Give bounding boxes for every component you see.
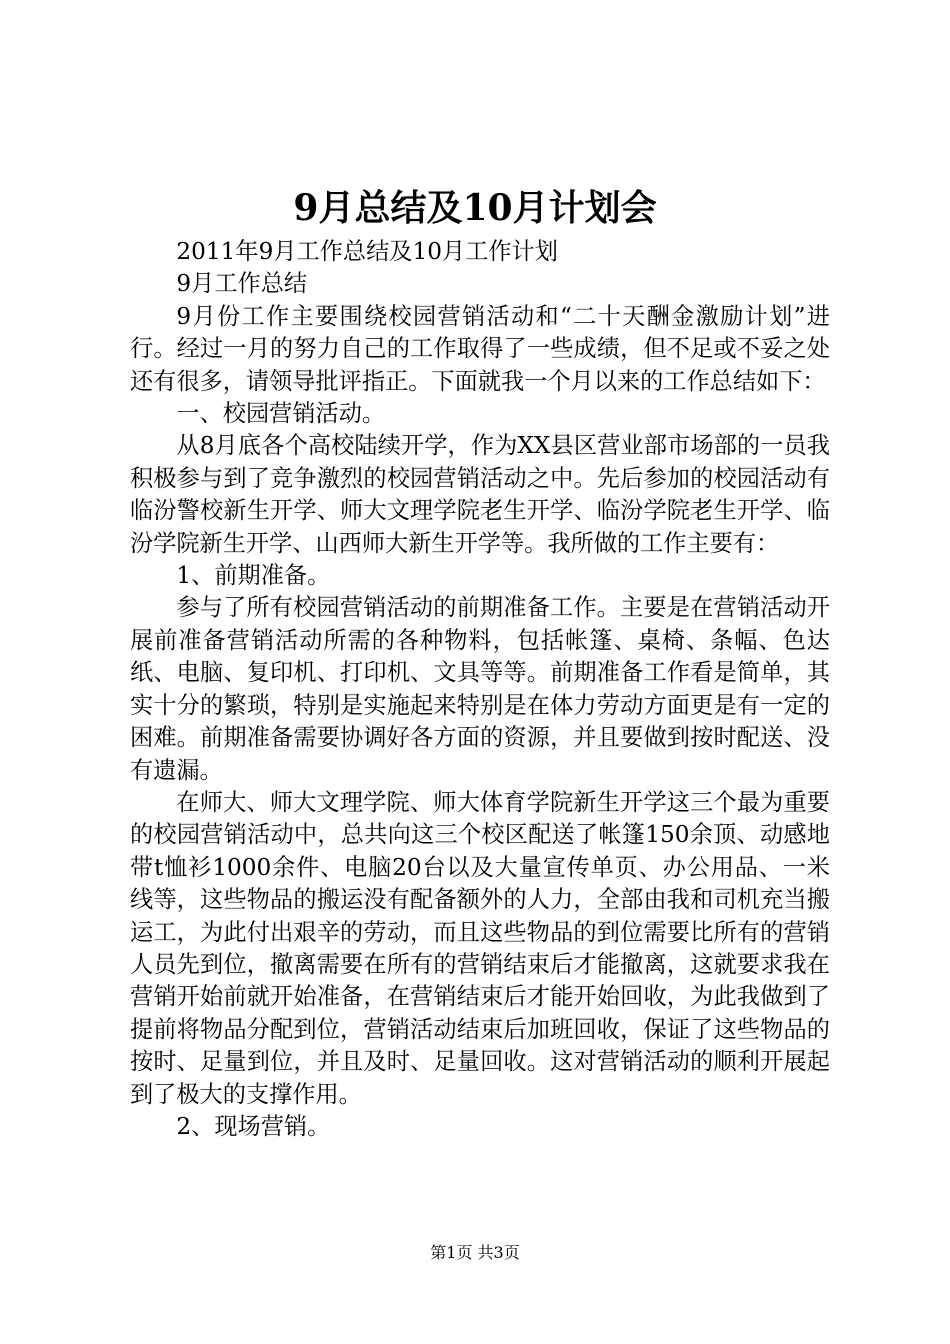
paragraph-heading-report: 2011年9月工作总结及10月工作计划 bbox=[176, 238, 558, 265]
paragraph-intro: 9月份工作主要围绕校园营销活动和“二十天酬金激励计划”进行。经过一月的努力自己的工作取得了一些成绩，但不足或不妥之处还有很多，请领导批评指正。下面就我一个月以来的工作总结如下： bbox=[130, 302, 830, 395]
document-title: 9月总结及10月计划会 bbox=[293, 187, 657, 229]
paragraph-subsection-1: 1、前期准备。 bbox=[176, 562, 331, 590]
paragraph-campus: 从8月底各个高校陆续开学，作为XX县区营业部市场部的一员我积极参与到了竞争激烈的校园营销活动之中。先后参加的校园活动有临汾警校新生开学、师大文理学院老生开学、临汾学院老生开学、临汾学院新生开学、山西师大新生开学等。我所做的工作主要有： bbox=[130, 432, 830, 557]
page-footer: 第1页 共3页 bbox=[430, 1243, 520, 1262]
paragraph-heading-summary: 9月工作总结 bbox=[176, 270, 308, 298]
paragraph-section-1: 一、校园营销活动。 bbox=[176, 400, 386, 428]
document-body bbox=[130, 236, 830, 1143]
paragraph-logistics: 在师大、师大文理学院、师大体育学院新生开学这三个最为重要的校园营销活动中，总共向这三个校区配送了帐篷150余顶、动感地带t恤衫1000余件、电脑20台以及大量宣传单页、办公用品、一米线等，这些物品的搬运没有配备额外的人力，全部由我和司机充当搬运工，为此付出艰辛的劳动，而且这些物品的到位需要比所有的营销人员先到位，撤离需要在所有的营销结束后才能撤离，这就要求我在营销开始前就开始准备，在营销结束后才能开始回收，为此我做到了提前将物品分配到位，营销活动结束后加班回收，保证了这些物品的按时、足量到位，并且及时、足量回收。这对营销活动的顺利开展起到了极大的支撑作用。 bbox=[130, 788, 830, 1108]
paragraph-preparation: 参与了所有校园营销活动的前期准备工作。主要是在营销活动开展前准备营销活动所需的各种物料，包括帐篷、桌椅、条幅、色达纸、电脑、复印机、打印机、文具等等。前期准备工作看是简单，其实十分的繁琐，特别是实施起来特别是在体力劳动方面更是有一定的困难。前期准备需要协调好各方面的资源，并且要做到按时配送、没有遗漏。 bbox=[130, 594, 830, 784]
paragraph-subsection-2: 2、现场营销。 bbox=[176, 1112, 331, 1140]
